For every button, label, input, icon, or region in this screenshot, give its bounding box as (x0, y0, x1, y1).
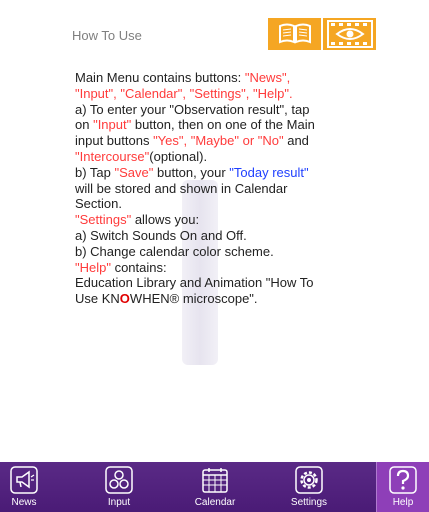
eye-film-icon (327, 20, 373, 48)
nav-item-news[interactable] (0, 462, 52, 512)
nav-label-help: Help (392, 497, 414, 508)
nav-label-news: News (11, 497, 37, 508)
education-library-button[interactable] (268, 18, 321, 50)
animation-button[interactable] (323, 18, 376, 50)
megaphone-icon (10, 466, 38, 494)
nav-item-settings[interactable] (281, 462, 337, 512)
circles-icon (105, 466, 133, 494)
nav-label-settings: Settings (290, 497, 328, 508)
bottom-nav-bar (0, 462, 429, 512)
question-icon (389, 466, 417, 494)
instructions-text: Main Menu contains buttons: "News", "Input", "Calendar", "Settings", "Help". a) To enter your "Observation result", tap on "Input" button, then on one of the Main input buttons "Yes", "Maybe" or "No" and "Intercourse"(optional). b) Tap "Save" button, your "Today result" will be stored and shown in Calendar Section. "Settings" allows you: a) Switch Sounds On and Off. b) Change calendar color scheme. "Help" contains: Education Library and Animation "How To Use KNOWHEN® microscope". (75, 70, 315, 307)
nav-label-input: Input (107, 497, 131, 508)
page-title: How To Use (72, 28, 142, 43)
nav-item-input[interactable] (91, 462, 147, 512)
nav-item-calendar[interactable] (187, 462, 243, 512)
calendar-icon (201, 466, 229, 494)
gear-icon (295, 466, 323, 494)
nav-label-calendar: Calendar (194, 497, 236, 508)
nav-item-help[interactable] (376, 462, 429, 512)
book-icon (277, 22, 313, 46)
